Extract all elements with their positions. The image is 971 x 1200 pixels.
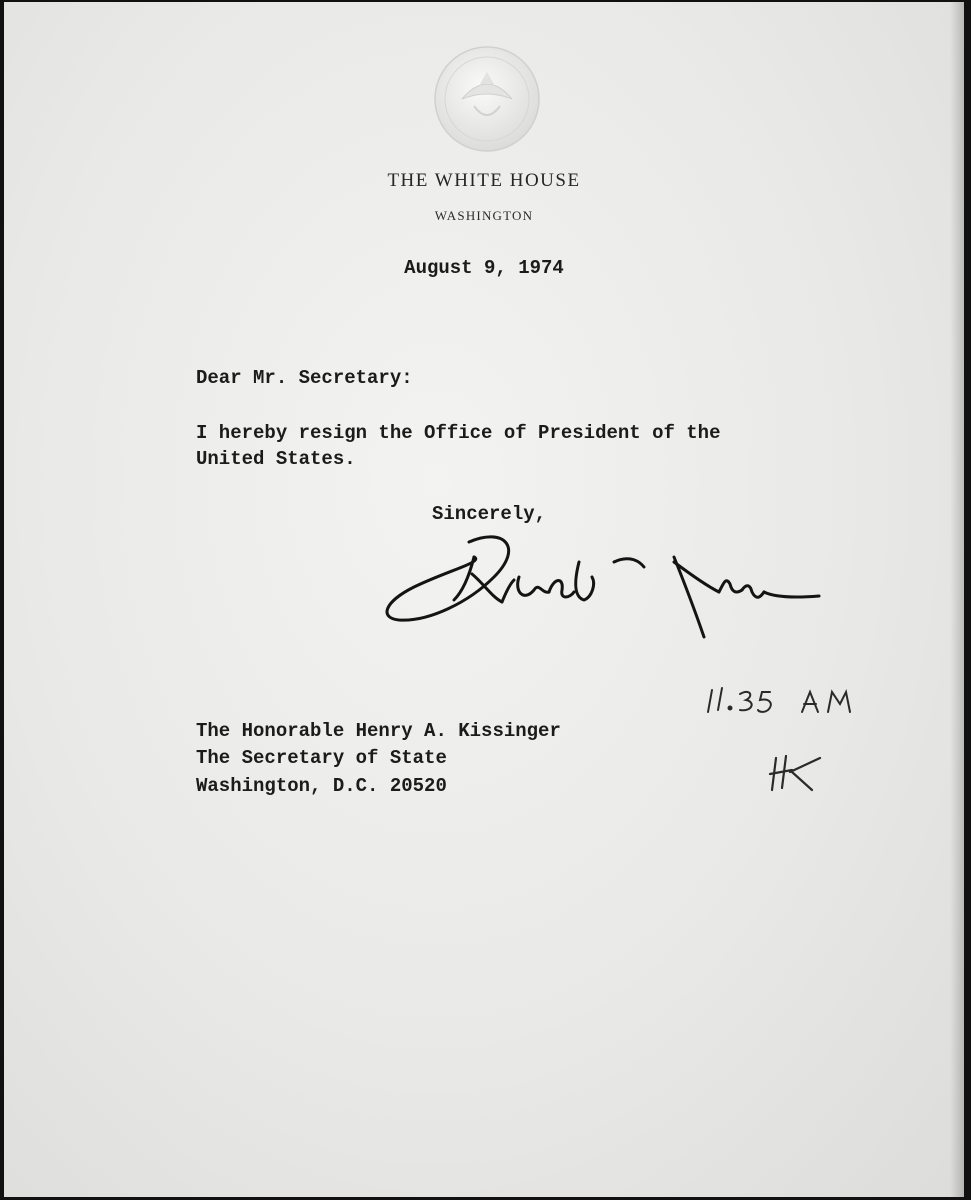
closing: Sincerely,: [432, 503, 547, 525]
handwritten-initials: [764, 750, 834, 800]
embossed-seal-icon: [432, 44, 542, 154]
recipient-line: Washington, D.C. 20520: [196, 775, 447, 797]
letterhead-title: THE WHITE HOUSE: [387, 170, 581, 191]
handwritten-time-note: [704, 682, 874, 727]
salutation: Dear Mr. Secretary:: [196, 367, 413, 389]
body-line: I hereby resign the Office of President of the: [196, 422, 721, 444]
body-line: United States.: [196, 448, 356, 470]
letter-date: August 9, 1974: [404, 257, 564, 279]
signature-image: [374, 522, 834, 652]
recipient-line: The Secretary of State: [196, 747, 447, 769]
letter-page: [4, 2, 964, 1197]
letterhead-city: WASHINGTON: [434, 208, 534, 223]
recipient-line: The Honorable Henry A. Kissinger: [196, 720, 561, 742]
